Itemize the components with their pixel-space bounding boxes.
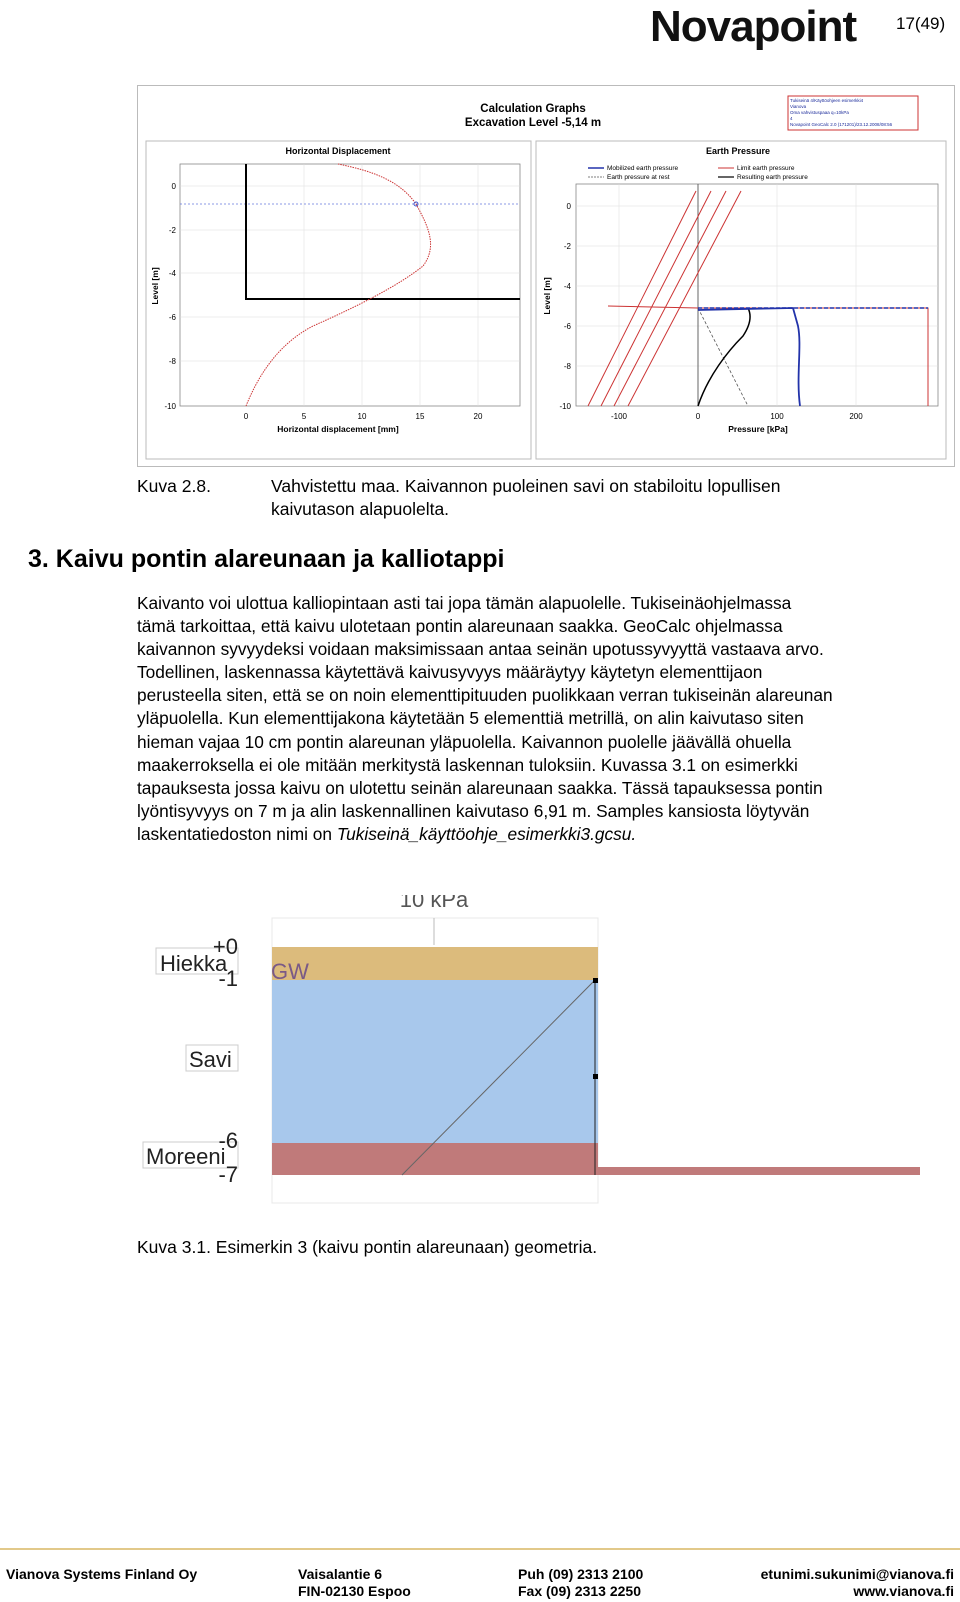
footer-divider (0, 1548, 960, 1550)
left-y-label: Level [m] (150, 267, 160, 305)
right-y-ticks (559, 202, 571, 411)
left-x-tick: 0 (243, 412, 249, 421)
left-y-tick: -4 (168, 269, 176, 278)
footer-contact (518, 1566, 643, 1600)
savi-label: Savi (189, 1047, 232, 1072)
example-filename: Tukiseinä_käyttöohje_esimerkki3.gcsu. (336, 823, 637, 844)
footer-address-1: Vaisalantie 6 (298, 1566, 383, 1582)
moreeni-label: Moreeni (146, 1144, 226, 1169)
geometry-figure (140, 895, 950, 1225)
paragraph-line: perusteella siten, että se on noin elementtipituuden puolikkaan verran tukiseinän alareunan (137, 685, 833, 706)
page-number: 17(49) (896, 14, 946, 33)
moreeni-top-level: -6 (218, 1128, 238, 1153)
calculation-graphs-svg (138, 86, 954, 466)
right-plot-area (576, 184, 938, 406)
right-y-tick: -10 (559, 402, 571, 411)
right-y-tick: -4 (563, 282, 571, 291)
right-x-tick: 100 (770, 412, 784, 421)
paragraph-line: tämä tarkoittaa, että kaivu ulotetaan pontin alareunaan saakka. GeoCalc ohjelmassa (137, 616, 783, 637)
footer-phone: Puh (09) 2313 2100 (518, 1566, 644, 1582)
right-y-tick: -6 (563, 322, 571, 331)
savi-layer (272, 980, 598, 1143)
moreeni-bottom-level: -7 (218, 1162, 238, 1187)
paragraph-line: Todellinen, laskennassa käytettävä kaivusyvyys määräytyy käytetyn elementtijaon (137, 662, 763, 683)
novapoint-logo: Novapoint (650, 2, 857, 51)
hiekka-top-level: +0 (212, 934, 238, 959)
anchor-point-1 (593, 978, 598, 983)
right-x-label: Pressure [kPa] (728, 424, 788, 434)
graphs-title-2: Excavation Level -5,14 m (464, 117, 602, 129)
footer-address-2: FIN-02130 Espoo (298, 1583, 411, 1599)
paragraph-line: Kaivanto voi ulottua kalliopintaan asti tai jopa tämän alapuolelle. Tukiseinäohjelmassa (137, 593, 792, 613)
footer-online (761, 1566, 954, 1600)
left-y-tick: -6 (168, 313, 176, 322)
info-line-1: Tukiseinä 4/Käyttöohjeen esimerkki4 (790, 98, 864, 103)
right-y-tick: -8 (563, 362, 571, 371)
footer-company: Vianova Systems Finland Oy (6, 1566, 198, 1582)
right-x-tick: 200 (849, 412, 863, 421)
left-y-tick: -8 (168, 357, 176, 366)
caption-3-1: Kuva 3.1. Esimerkin 3 (kaivu pontin alareunaan) geometria. (137, 1237, 598, 1257)
left-plot-area (180, 164, 520, 406)
info-line-3: Oma vahvistuspaaa q=10kPa (790, 110, 849, 115)
load-label: 10 kPa (399, 895, 469, 912)
right-y-tick: 0 (566, 202, 571, 211)
right-x-tick: -100 (610, 412, 628, 421)
legend-item: Limit earth pressure (737, 165, 795, 172)
anchor-point-2 (593, 1074, 598, 1079)
left-y-ticks (164, 182, 176, 411)
left-y-tick: -2 (168, 226, 176, 235)
paragraph-line: tapauksesta jossa kaivu on ulotettu seinän alareunaan saakka. Tässä tapauksessa pontin (137, 777, 823, 798)
excavation-bottom-layer (598, 1167, 920, 1175)
paragraph-line: lyöntisyvyys on 7 m ja alin laskennallinen kaivutaso 6,91 m. Samples kansiosta löytyvän (137, 800, 810, 821)
info-line-5: Novapoint GeoCalc 2.0 (171201)/23.12.2008/08:56 (790, 122, 893, 127)
footer-email[interactable]: etunimi.sukunimi@vianova.fi (760, 1566, 954, 1582)
moreeni-layer (272, 1143, 598, 1175)
left-x-ticks (244, 412, 483, 421)
left-x-tick: 10 (357, 412, 367, 421)
left-x-tick: 15 (415, 412, 425, 421)
footer-address (298, 1566, 411, 1600)
paragraph-line: maakerroksella ei ole mitään merkitystä laskennan tuloksiin. Kuvassa 3.1 on esimerkki (137, 754, 798, 775)
left-x-tick: 20 (473, 412, 483, 421)
section-heading: 3. Kaivu pontin alareunaan ja kalliotappi (28, 545, 505, 573)
footer-fax: Fax (09) 2313 2250 (518, 1583, 641, 1599)
graphs-title-1: Calculation Graphs (480, 103, 586, 115)
right-legend (588, 165, 808, 181)
calculation-graphs-figure (137, 85, 955, 467)
right-x-tick: 0 (695, 412, 701, 421)
left-chart-title: Horizontal Displacement (285, 146, 391, 156)
caption-2-8-number: Kuva 2.8. (137, 476, 211, 496)
paragraph-line: kaivannon syvyydeksi voidaan maksimissaan antaa seinän upotussyvyyttä vastaava arvo. (137, 639, 824, 660)
hiekka-layer (272, 947, 598, 980)
paragraph-line: hieman vajaa 10 cm pontin alareunan yläpuolella. Kaivannon puolelle jäävällä ohuella (137, 731, 792, 752)
legend-item: Mobilized earth pressure (607, 165, 679, 172)
geometry-svg (140, 895, 950, 1225)
right-chart-title: Earth Pressure (705, 146, 771, 156)
right-y-tick: -2 (563, 242, 571, 251)
left-y-tick: 0 (171, 182, 176, 191)
caption-2-8-line-1: Vahvistettu maa. Kaivannon puoleinen savi on stabiloitu lopullisen (271, 476, 781, 496)
right-x-ticks (611, 412, 863, 421)
section-paragraph (137, 592, 955, 846)
info-line-4: 4 (790, 116, 793, 121)
hiekka-bottom-level: -1 (218, 966, 238, 991)
left-x-tick: 5 (301, 412, 307, 421)
caption-2-8-line-2: kaivutason alapuolelta. (271, 499, 450, 519)
legend-item: Earth pressure at rest (607, 174, 670, 181)
right-y-label: Level [m] (542, 277, 552, 315)
left-y-tick: -10 (164, 402, 176, 411)
paragraph-last-line (137, 823, 955, 846)
gw-label: GW (271, 959, 309, 984)
left-x-label: Horizontal displacement [mm] (277, 424, 399, 434)
info-line-2: Vianova (790, 104, 807, 109)
last-line-prefix: laskentatiedoston nimi on (137, 823, 337, 844)
hiekka-label: Hiekka (160, 951, 228, 976)
paragraph-line: yläpuolella. Kun elementtijakona käytetään 5 elementtiä metrillä, on alin kaivutaso siten (137, 708, 804, 729)
legend-item: Resulting earth pressure (737, 174, 808, 181)
footer-web[interactable]: www.vianova.fi (853, 1583, 954, 1599)
